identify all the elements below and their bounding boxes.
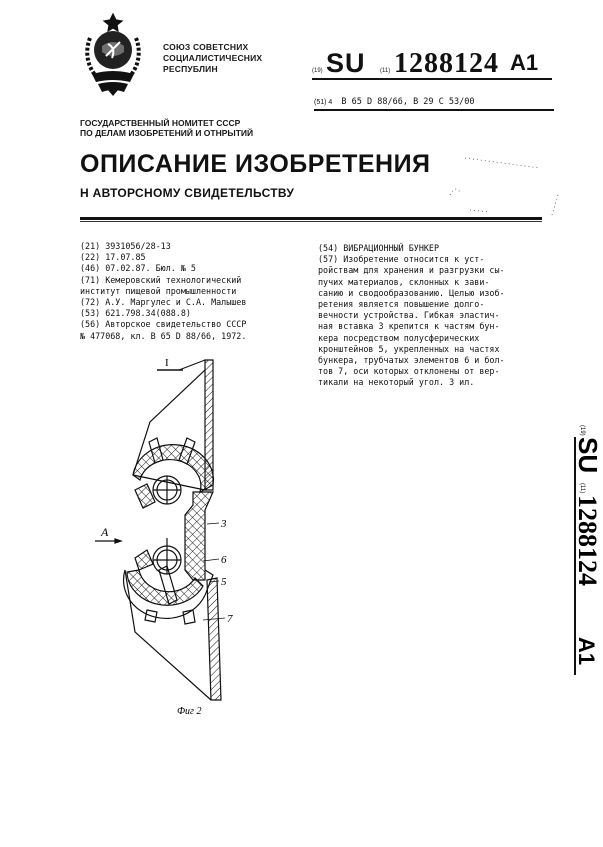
abstract-line: тикали на некоторый угол. 3 ил. xyxy=(318,377,475,388)
ipc-classification xyxy=(314,96,554,111)
patent-number: 1288124 xyxy=(394,48,499,79)
biblio-line: институт пищевой промышленности xyxy=(80,285,237,296)
country-line: СОЮЗ СОВЕТСНИХ xyxy=(163,42,249,52)
abstract xyxy=(318,243,505,389)
side-inid-code-19: (19) xyxy=(579,425,585,436)
biblio-line: (22) 17.07.85 xyxy=(80,252,146,263)
country-code: SU xyxy=(326,48,366,78)
side-patent-stamp xyxy=(545,425,603,680)
abstract-line: кронштейнов 5, укрепленных на частях xyxy=(318,343,500,354)
country-line: РЕСПУБЛИН xyxy=(163,64,218,74)
ussr-emblem-icon xyxy=(78,8,148,98)
biblio-line: (53) 621.798.34(088.8) xyxy=(80,308,191,319)
part-label-7: 7 xyxy=(227,613,233,625)
biblio-line: (21) 3931056/28-13 xyxy=(80,241,171,251)
invention-title: (54) ВИБРАЦИОННЫЙ БУНКЕР xyxy=(318,243,440,253)
biblio-line: (56) Авторское свидетельство СССР xyxy=(80,319,247,330)
biblio-line: (46) 07.02.87. Бюл. № 5 xyxy=(80,263,196,274)
inid-code-19: (19) xyxy=(312,68,323,74)
inid-code-11: (11) xyxy=(380,68,391,74)
abstract-line: санию и сводообразованию. Целью изоб- xyxy=(318,287,505,298)
side-country-code: SU xyxy=(573,437,603,474)
section-label: I xyxy=(165,357,169,369)
abstract-line: бункера, трубчатых элементов 6 и бол- xyxy=(318,355,505,366)
part-label-5: 5 xyxy=(221,576,227,588)
ipc-classes: B 65 D 88/66, B 29 C 53/00 xyxy=(341,97,475,107)
figure-caption: Фиг 2 xyxy=(177,706,202,717)
committee-name xyxy=(80,118,253,138)
document-subtitle: Н АВТОРСНОМУ СВИДЕТЕЛЬСТВУ xyxy=(80,186,295,200)
committee-line: ГОСУДАРСТВЕННЫЙ НОМИТЕТ СССР xyxy=(80,118,241,128)
abstract-line: ройствам для хранения и разгрузки сы- xyxy=(318,265,505,276)
view-label: A xyxy=(101,525,109,539)
header-divider-thin xyxy=(80,221,542,222)
part-label-6: 6 xyxy=(221,554,227,566)
kind-code: A1 xyxy=(510,50,539,75)
country-line: СОЦИАЛИСТИЧЕСНИХ xyxy=(163,53,263,63)
side-patent-number: 1288124 xyxy=(573,495,602,586)
committee-line: ПО ДЕЛАМ ИЗОБРЕТЕНИЙ И ОТНРЫТИЙ xyxy=(80,128,254,138)
abstract-line: пучих материалов, склонных к зави- xyxy=(318,276,490,287)
technical-drawing xyxy=(95,357,285,720)
bibliographic-data xyxy=(80,241,246,342)
biblio-line: (72) А.У. Маргулес и С.А. Малышев xyxy=(80,297,247,308)
abstract-line: ная вставка 3 крепится к частям бун- xyxy=(318,321,500,332)
side-inid-code-11: (11) xyxy=(579,483,585,494)
ipc-prefix: (51) 4 xyxy=(314,99,333,106)
patent-number-block xyxy=(312,48,552,80)
side-kind-code: A1 xyxy=(574,637,599,666)
abstract-line: тов 7, оси которых отклонены от вер- xyxy=(318,366,500,377)
abstract-line: вечности устройства. Гибкая эластич- xyxy=(318,310,500,321)
biblio-line: (71) Кемеровский технологический xyxy=(80,274,242,285)
abstract-line: кера посредством полусферических xyxy=(318,332,480,343)
biblio-line: № 477068, кл. B 65 D 88/66, 1972. xyxy=(80,330,247,341)
header-divider xyxy=(80,217,542,220)
document-title: ОПИСАНИЕ ИЗОБРЕТЕНИЯ xyxy=(80,150,431,178)
lower-wall-plate xyxy=(207,578,221,700)
country-name xyxy=(163,42,262,75)
part-label-3: 3 xyxy=(221,518,227,530)
flexible-insert xyxy=(185,492,213,580)
abstract-line: ретения является повышение долго- xyxy=(318,299,485,310)
faded-stamp-mark xyxy=(430,140,580,215)
abstract-line: (57) Изобретение относится к уст- xyxy=(318,254,485,265)
